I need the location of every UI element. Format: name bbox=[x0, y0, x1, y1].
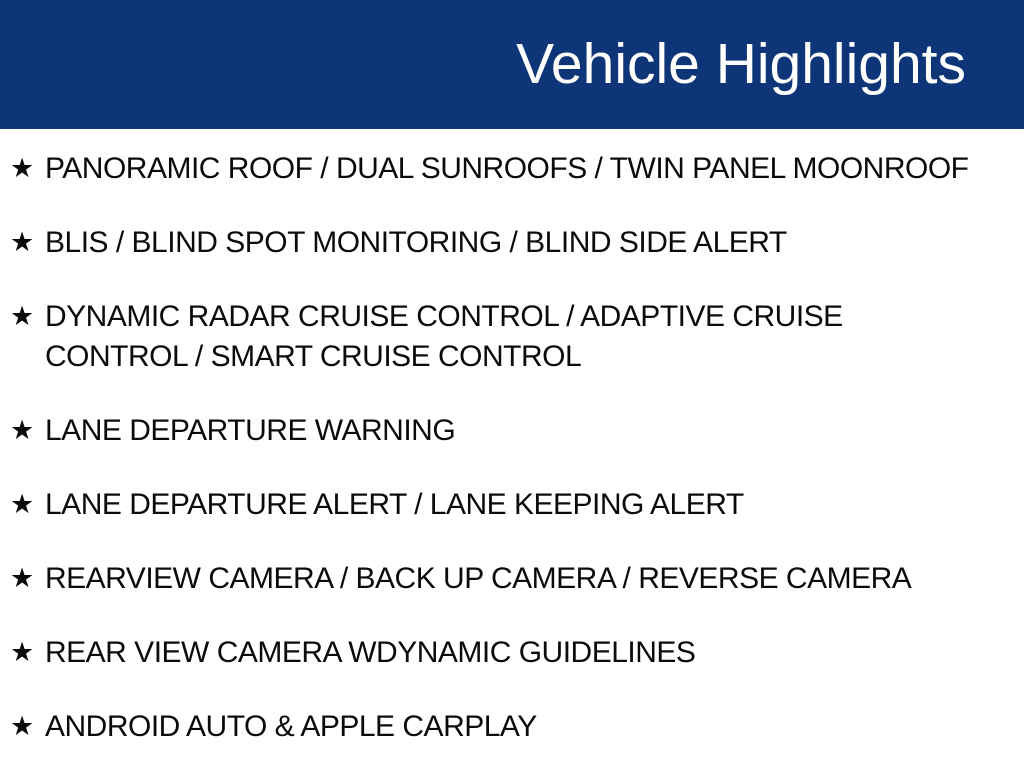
list-item-text: PANORAMIC ROOF / DUAL SUNROOFS / TWIN PANEL MOONROOF bbox=[45, 152, 969, 185]
list-item bbox=[10, 707, 985, 747]
list-item-text: REAR VIEW CAMERA WDYNAMIC GUIDELINES bbox=[45, 636, 696, 669]
highlights-list bbox=[0, 129, 1024, 747]
star-bullet-icon: ★ bbox=[10, 711, 35, 742]
header-bar bbox=[0, 0, 1024, 129]
list-item bbox=[10, 411, 985, 451]
star-bullet-icon: ★ bbox=[10, 153, 35, 184]
list-item bbox=[10, 485, 985, 525]
list-item bbox=[10, 149, 985, 189]
list-item bbox=[10, 633, 985, 673]
page-title: Vehicle Highlights bbox=[516, 32, 966, 96]
star-bullet-icon: ★ bbox=[10, 563, 35, 594]
star-bullet-icon: ★ bbox=[10, 301, 35, 332]
list-item-text: ANDROID AUTO & APPLE CARPLAY bbox=[45, 710, 537, 743]
list-item bbox=[10, 297, 985, 377]
list-item-text: BLIS / BLIND SPOT MONITORING / BLIND SIDE ALERT bbox=[45, 226, 787, 259]
list-item bbox=[10, 559, 985, 599]
star-bullet-icon: ★ bbox=[10, 489, 35, 520]
list-item-text: LANE DEPARTURE ALERT / LANE KEEPING ALERT bbox=[45, 488, 744, 521]
list-item bbox=[10, 223, 985, 263]
list-item-text: REARVIEW CAMERA / BACK UP CAMERA / REVERSE CAMERA bbox=[45, 562, 912, 595]
star-bullet-icon: ★ bbox=[10, 227, 35, 258]
star-bullet-icon: ★ bbox=[10, 415, 35, 446]
star-bullet-icon: ★ bbox=[10, 637, 35, 668]
list-item-text: DYNAMIC RADAR CRUISE CONTROL / ADAPTIVE CRUISE CONTROL / SMART CRUISE CONTROL bbox=[45, 300, 843, 373]
list-item-text: LANE DEPARTURE WARNING bbox=[45, 414, 456, 447]
